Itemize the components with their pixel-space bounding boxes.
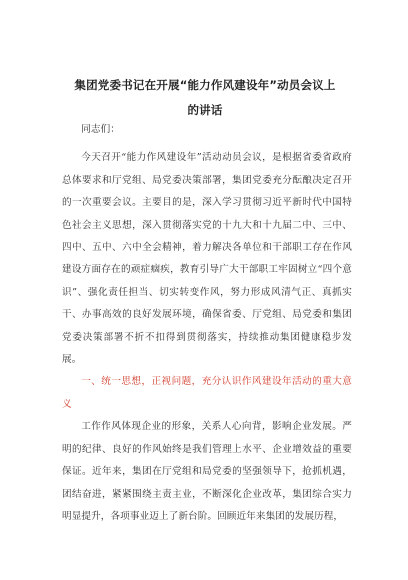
paragraph-section-1: 工作作风体现企业的形象，关系人心向背，影响企业发展。严明的纪律、良好的作风始终是我们管理上水平、企业增效益的重要保证。近年来，集团在厅党组和局党委的坚强领导下，抢抓机遇，团结奋进，紧紧围绕主责主业，不断深化企业改革，集团综合实力明显提升，各项事业迈上了新台阶。回顾近年来集团的发展历程， xyxy=(62,421,352,522)
salutation: 同志们： xyxy=(81,124,120,135)
document-title: 集团党委书记在开展“能力作风建设年”动员会议上的讲话 xyxy=(74,78,336,117)
section-heading: 一、统一思想，正视问题，充分认识作风建设年活动的重大意义 xyxy=(62,376,352,410)
paragraph-intro: 今天召开“能力作风建设年”活动动员会议，是根据省委省政府总体要求和厅党组、局党委决策部署，集团党委充分酝酿决定召开的一次重要会议。主要目的是，深入学习贯彻习近平新时代中国特色社会主义思想，深入贯彻落实党的十九大和十九届二中、三中、四中、五中、六中全会精神，着力解决各单位和干部职工存在作风建设方面存在的顽症痼疾，教育引导广大干部职工牢固树立“四个意识”、强化责任担当、切实转变作风，努力形成风清气正、真抓实干、办事高效的良好发展环境，确保省委、厅党组、局党委和集团党委决策部署不折不扣得到贯彻落实，持续推动集团健康稳步发展。 xyxy=(62,152,352,366)
document-body xyxy=(62,119,352,528)
